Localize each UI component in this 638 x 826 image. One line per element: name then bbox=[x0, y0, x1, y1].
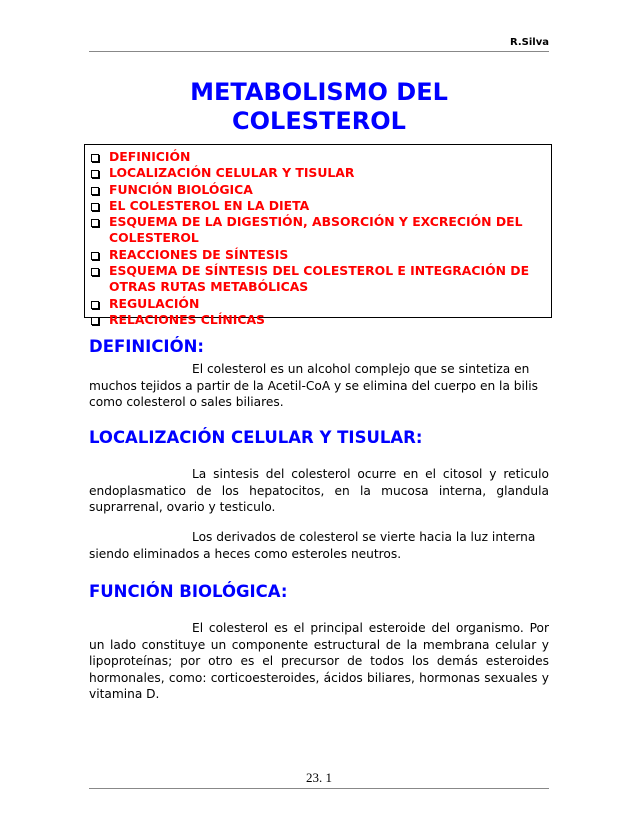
header-author: R.Silva bbox=[509, 37, 549, 48]
toc-item bbox=[91, 149, 547, 165]
toc-item bbox=[91, 312, 547, 328]
toc-list bbox=[91, 149, 547, 328]
toc-item bbox=[91, 198, 547, 214]
square-bullet-icon bbox=[91, 203, 99, 211]
toc-item bbox=[91, 214, 547, 247]
document-title bbox=[89, 78, 549, 136]
title-line-2: COLESTEROL bbox=[232, 107, 406, 135]
square-bullet-icon bbox=[91, 317, 99, 325]
toc-item bbox=[91, 165, 547, 181]
toc-item-label: ESQUEMA DE SÍNTESIS DEL COLESTEROL E INTEGRACIÓN DE OTRAS RUTAS METABÓLICAS bbox=[109, 263, 530, 295]
page-number: 23. 1 bbox=[306, 770, 332, 785]
footer-divider bbox=[89, 788, 549, 789]
square-bullet-icon bbox=[91, 301, 99, 309]
square-bullet-icon bbox=[91, 170, 99, 178]
toc-item-label: RELACIONES CLÍNICAS bbox=[109, 311, 265, 327]
toc-item-label: REGULACIÓN bbox=[109, 295, 200, 311]
header-divider bbox=[89, 51, 549, 52]
square-bullet-icon bbox=[91, 187, 99, 195]
section-heading-localizacion: LOCALIZACIÓN CELULAR Y TISULAR: bbox=[89, 428, 423, 447]
section-heading-definicion: DEFINICIÓN: bbox=[89, 337, 205, 356]
square-bullet-icon bbox=[91, 154, 99, 162]
localizacion-paragraph-2: Los derivados de colesterol se vierte hacia la luz interna siendo eliminados a heces como esteroles neutros. bbox=[89, 530, 536, 561]
toc-item bbox=[91, 263, 547, 296]
title-line-1: METABOLISMO DEL bbox=[190, 78, 448, 106]
square-bullet-icon bbox=[91, 219, 99, 227]
square-bullet-icon bbox=[91, 252, 99, 260]
localizacion-paragraph-1: La sintesis del colesterol ocurre en el citosol y reticulo endoplasmatico de los hepatocitos, en la mucosa interna, glandula suprarrenal, ovario y testiculo. bbox=[89, 467, 549, 514]
toc-item bbox=[91, 182, 547, 198]
section-heading-funcion: FUNCIÓN BIOLÓGICA: bbox=[89, 582, 288, 601]
toc-item-label: FUNCIÓN BIOLÓGICA bbox=[109, 181, 253, 197]
toc-item-label: REACCIONES DE SÍNTESIS bbox=[109, 246, 289, 262]
table-of-contents bbox=[84, 144, 552, 327]
toc-item bbox=[91, 247, 547, 263]
toc-item bbox=[91, 296, 547, 312]
toc-item-label: DEFINICIÓN bbox=[109, 149, 191, 164]
toc-item-label: ESQUEMA DE LA DIGESTIÓN, ABSORCIÓN Y EXCRECIÓN DEL COLESTEROL bbox=[109, 214, 523, 246]
definicion-paragraph: El colesterol es un alcohol complejo que se sintetiza en muchos tejidos a partir de la Acetil-CoA y se elimina del cuerpo en la bilis como colesterol o sales biliares. bbox=[89, 362, 539, 409]
funcion-paragraph: El colesterol es el principal esteroide del organismo. Por un lado constituye un componente estructural de la membrana celular y lipoproteínas; por otro es el precursor de todos los demás esteroides hormonales, como: corticoesteroides, ácidos biliares, hormonas sexuales y vitamina D. bbox=[89, 621, 549, 701]
toc-item-label: EL COLESTEROL EN LA DIETA bbox=[109, 197, 310, 213]
toc-item-label: LOCALIZACIÓN CELULAR Y TISULAR bbox=[109, 165, 355, 181]
square-bullet-icon bbox=[91, 268, 99, 276]
